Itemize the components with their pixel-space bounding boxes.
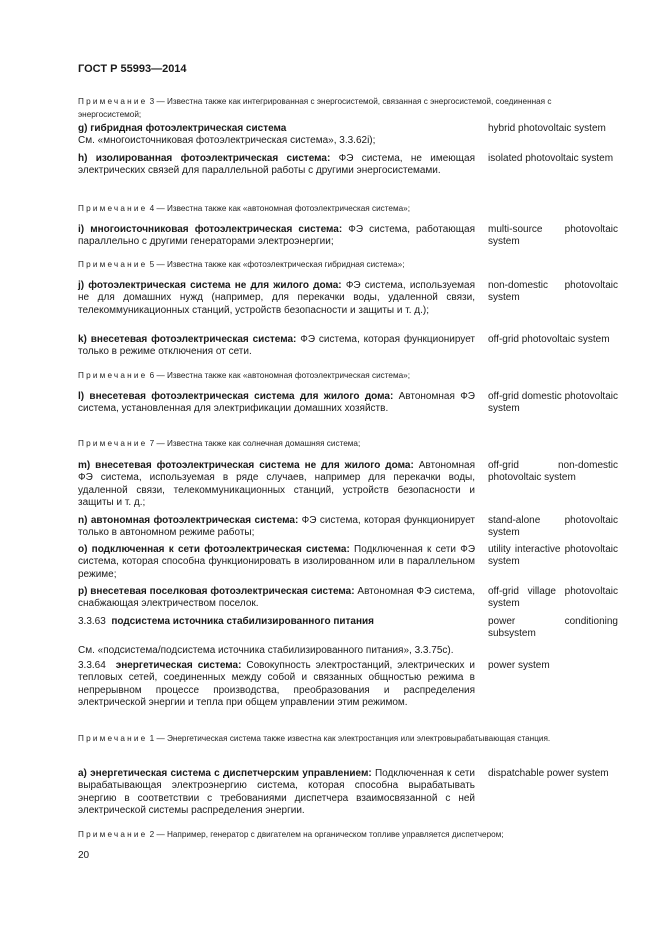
note-1: Примечание 1 — Энергетическая система также известна как электростанция или электровырабатывающая станция. [78,734,551,743]
note-2: Примечание 2 — Например, генератор с двигателем на органическом топливе управляется диспетчером; [78,830,504,839]
note-5: Примечание 5 — Известна также как «фотоэлектрическая гибридная система»; [78,260,405,269]
note-4: Примечание 4 — Известна также как «автономная фотоэлектрическая система»; [78,204,410,213]
note-7: Примечание 7 — Известна также как солнечная домашняя система; [78,439,361,448]
section-3-3-63-see: См. «подсистема/подсистема источника стабилизированного питания», 3.3.75c). [78,645,454,656]
page-number: 20 [78,850,90,861]
note-6: Примечание 6 — Известна также как «автономная фотоэлектрическая система»; [78,371,410,380]
note-3: Примечание 3 — Известна также как интегрированная с энергосистемой, связанная с энергосистемой, соединенная с энергосистемой; [78,97,552,119]
page-header: ГОСТ Р 55993—2014 [78,63,187,75]
document-page: ГОСТ Р 55993—2014 Примечание 3 — Известна также как интегрированная с энергосистемой, связанная с энергосистемой, соединенная с энергосистемой; g) гибридная фотоэлектрическая система См. «многоисточниковая фотоэлектрическая система», 3.3.62i); hybrid photovoltaic system h) изолированная фотоэлектрическая система: ФЭ система, не имеющая электрических связей для параллельной работы с другими энергосистемами. isolated photovoltaic system Примечание 4 — Известна также как «автономная фотоэлектрическая система»; i) многоисточниковая фотоэлектрическая система: ФЭ система, работающая параллельно с другими генераторами электроэнергии; multi-source photovoltaic system Примечание 5 — Известна также как «фотоэлектрическая гибридная система»; j) фотоэлектрическая система не для жилого дома: ФЭ система, используемая не для домашних нужд (например, для перекачки воды, удаленной связи, телекоммуникационных станций, устройств безопасности и защиты и т. д.); non-domestic photovoltaic system k) внесетевая фотоэлектрическая система: ФЭ система, которая функционирует только в режиме отключения от сети. off-grid photovoltaic system Примечание 6 — Известна также как «автономная фотоэлектрическая система»; l) внесетевая фотоэлектрическая система для жилого дома: Автономная ФЭ система, установленная для электрификации домашних хозяйств. off-grid domestic photovoltaic system Примечание 7 — Известна также как солнечная домашняя система; m) внесетевая фотоэлектрическая система не для жилого дома: Автономная ФЭ система, используемая в ряде случаев, например для перекачки воды, удаленной связи, телекоммуникационных станций, устройств безопасности и защиты и т. д.; off-grid non-domestic photovoltaic system n) автономная фотоэлектрическая система: ФЭ система, которая функционирует только в автономном режиме работы; stand-alone photovoltaic system o) подключенная к сети фотоэлектрическая система: Подключенная к сети ФЭ система, которая способна функционировать в изолированном или в параллельном режиме; utility interactive photovoltaic system p) внесетевая поселковая фотоэлектрическая система: Автономная ФЭ система, снабжающая электричеством поселок. off-grid village photovoltaic system 3.3.63 подсистема источника стабилизированного питания power conditioning subsystem См. «подсистема/подсистема источника стабилизированного питания», 3.3.75c). 3.3.64 энергетическая система: Совокупность электростанций, электрических и тепловых сетей, соединенных между собой и связанных общностью режима в непрерывном процессе производства, преобразования и распределения электрической энергии и тепла при общем управлении этим режимом. power system Примечание 1 — Энергетическая система также известна как электростанция или электровырабатывающая станция. a) энергетическая система с диспетчерским управлением: Подключенная к сети вырабатывающая электроэнергию система, которая способна вырабатывать энергию в соответствии с требованиями диспетчера взаимосвязанной с ней электрической системы распределения энергии. dispatchable power system Примечание 2 — Например, генератор с двигателем на органическом топливе управляется диспетчером; 20 [78,63,618,861]
